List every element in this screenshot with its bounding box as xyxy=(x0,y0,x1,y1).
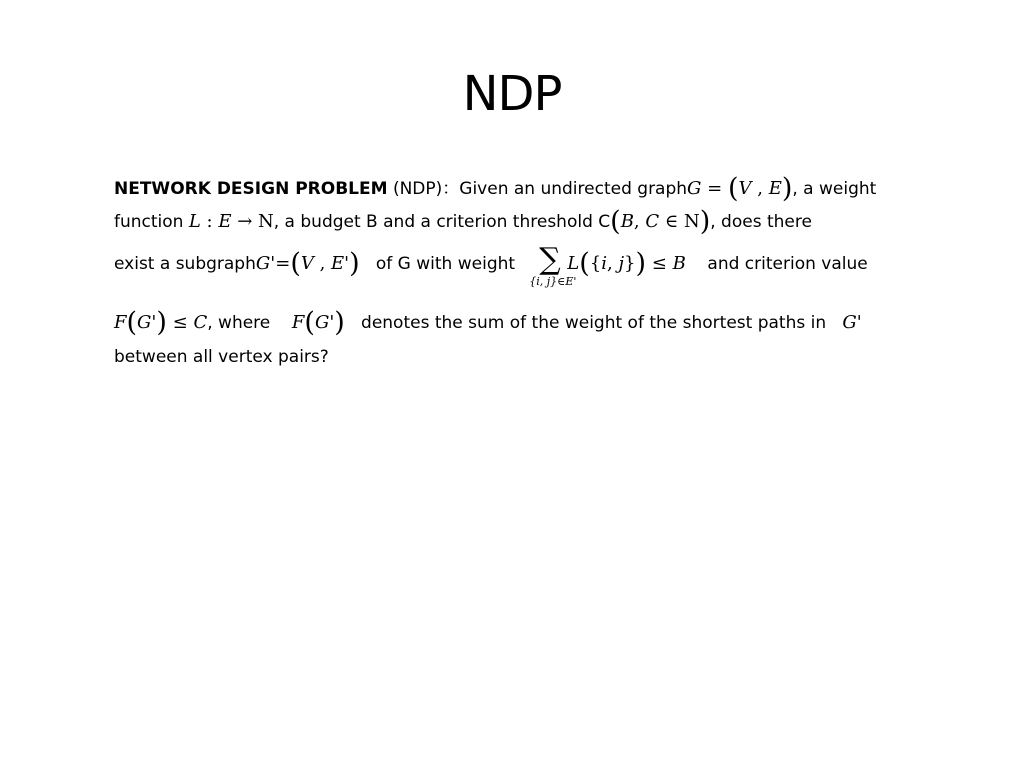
of-g-weight-text: of G with weight xyxy=(375,254,516,274)
graph-formula: G = (V , E) xyxy=(687,173,793,204)
f-of-g-formula: F(G') xyxy=(291,307,345,338)
exist-subgraph-text: exist a subgraph xyxy=(114,254,256,274)
criterion-formula: F(G') ≤ C xyxy=(114,307,208,338)
definition-line-2 xyxy=(114,205,812,239)
definition-line-3 xyxy=(114,242,868,288)
colon: ： xyxy=(442,179,460,199)
sum-symbol: ∑ {i, j}∈E' xyxy=(529,242,577,288)
subgraph-formula: G'=(V , E') xyxy=(255,248,360,279)
g-prime-symbol: G' xyxy=(842,312,862,333)
definition-line-5 xyxy=(114,340,329,374)
term-ndp: NETWORK DESIGN PROBLEM xyxy=(114,179,388,199)
weight-text: , a weight xyxy=(792,179,877,199)
between-text: between all vertex pairs? xyxy=(114,347,329,367)
weight-function-formula: L : E → N xyxy=(188,211,274,232)
does-there-text: , does there xyxy=(710,212,812,232)
denotes-text: denotes the sum of the weight of the shortest paths in xyxy=(361,313,827,333)
definition-line-4 xyxy=(114,306,862,340)
where-text: , where xyxy=(207,313,271,333)
budget-text: , a budget B and a criterion threshold C xyxy=(273,212,611,232)
given-graph-text: Given an undirected graph xyxy=(459,179,688,199)
abbr-ndp: (NDP) xyxy=(387,179,443,199)
budget-formula: (B, C ∈ N) xyxy=(610,206,711,237)
definition-line-1 xyxy=(114,172,876,206)
sum-formula: ∑ {i, j}∈E' L({i, j}) ≤ B xyxy=(529,242,686,288)
slide-title: NDP xyxy=(462,66,562,122)
function-text: function xyxy=(114,212,184,232)
criterion-value-text: and criterion value xyxy=(707,254,868,274)
